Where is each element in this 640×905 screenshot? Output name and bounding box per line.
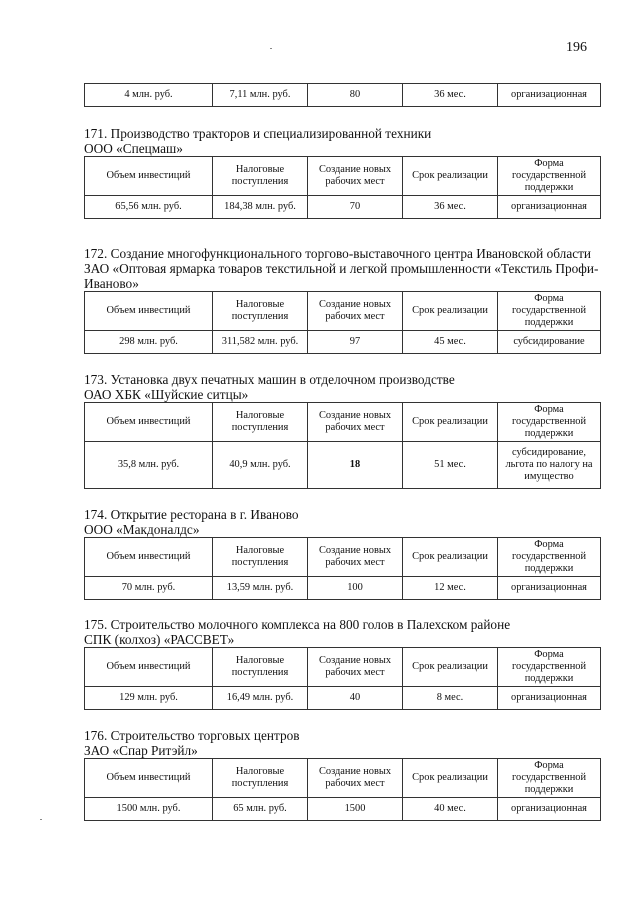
project-company: ООО «Спецмаш» (84, 141, 183, 156)
table-row (85, 196, 601, 219)
cell-investment: 70 млн. руб. (85, 577, 213, 600)
scan-artifact (40, 819, 42, 820)
project-171 (84, 126, 600, 219)
project-176 (84, 728, 600, 821)
table-row (85, 798, 601, 821)
page-number: 196 (566, 40, 587, 55)
scan-artifact (270, 48, 272, 49)
cell-jobs: 97 (308, 331, 403, 354)
cell-jobs: 100 (308, 577, 403, 600)
cell-tax: 40,9 млн. руб. (213, 442, 308, 489)
project-company: СПК (колхоз) «РАССВЕТ» (84, 632, 235, 647)
project-company: ЗАО «Спар Ритэйл» (84, 743, 198, 758)
table-header-row (85, 403, 601, 442)
table-row (85, 577, 601, 600)
header-investment: Объем инвестиций (85, 538, 213, 577)
header-support: Форма государственной поддержки (498, 538, 601, 577)
table-row (85, 687, 601, 710)
project-172 (84, 246, 600, 354)
header-support: Форма государственной поддержки (498, 157, 601, 196)
project-table (84, 291, 601, 354)
cell-jobs: 18 (308, 442, 403, 489)
header-term: Срок реализации (403, 403, 498, 442)
cell-investment: 4 млн. руб. (85, 84, 213, 107)
cell-support: организационная (498, 196, 601, 219)
table-header-row (85, 538, 601, 577)
table-row (85, 331, 601, 354)
cell-investment: 1500 млн. руб. (85, 798, 213, 821)
cell-tax: 13,59 млн. руб. (213, 577, 308, 600)
cell-term: 36 мес. (403, 84, 498, 107)
header-term: Срок реализации (403, 648, 498, 687)
header-jobs: Создание новых рабочих мест (308, 292, 403, 331)
header-tax: Налоговые поступления (213, 157, 308, 196)
cell-jobs: 80 (308, 84, 403, 107)
header-investment: Объем инвестиций (85, 759, 213, 798)
cell-tax: 311,582 млн. руб. (213, 331, 308, 354)
cell-term: 36 мес. (403, 196, 498, 219)
cell-tax: 184,38 млн. руб. (213, 196, 308, 219)
project-table (84, 402, 601, 489)
cell-support: организационная (498, 687, 601, 710)
cell-term: 12 мес. (403, 577, 498, 600)
cell-term: 45 мес. (403, 331, 498, 354)
header-term: Срок реализации (403, 759, 498, 798)
carryover-table-section (84, 83, 600, 107)
header-investment: Объем инвестиций (85, 403, 213, 442)
cell-support: субсидирование (498, 331, 601, 354)
cell-term: 40 мес. (403, 798, 498, 821)
header-support: Форма государственной поддержки (498, 759, 601, 798)
cell-support: субсидирование, льгота по налогу на имущество (498, 442, 601, 489)
project-175 (84, 617, 600, 710)
cell-investment: 129 млн. руб. (85, 687, 213, 710)
cell-support: организационная (498, 798, 601, 821)
project-table (84, 537, 601, 600)
header-tax: Налоговые поступления (213, 538, 308, 577)
project-title: 174. Открытие ресторана в г. Иваново (84, 507, 299, 522)
project-company: ЗАО «Оптовая ярмарка товаров текстильной и легкой промышленности «Текстиль Профи-Иваново» (84, 261, 599, 291)
header-jobs: Создание новых рабочих мест (308, 157, 403, 196)
header-tax: Налоговые поступления (213, 292, 308, 331)
header-tax: Налоговые поступления (213, 759, 308, 798)
table-row (85, 442, 601, 489)
cell-jobs: 70 (308, 196, 403, 219)
header-jobs: Создание новых рабочих мест (308, 538, 403, 577)
table-row (85, 84, 601, 107)
cell-term: 51 мес. (403, 442, 498, 489)
header-support: Форма государственной поддержки (498, 292, 601, 331)
cell-support: организационная (498, 84, 601, 107)
header-investment: Объем инвестиций (85, 648, 213, 687)
table-header-row (85, 759, 601, 798)
project-title: 176. Строительство торговых центров (84, 728, 300, 743)
cell-tax: 7,11 млн. руб. (213, 84, 308, 107)
project-title: 173. Установка двух печатных машин в отделочном производстве (84, 372, 455, 387)
cell-tax: 65 млн. руб. (213, 798, 308, 821)
cell-investment: 298 млн. руб. (85, 331, 213, 354)
header-term: Срок реализации (403, 157, 498, 196)
header-term: Срок реализации (403, 538, 498, 577)
cell-investment: 65,56 млн. руб. (85, 196, 213, 219)
project-table (84, 156, 601, 219)
project-table (84, 647, 601, 710)
header-jobs: Создание новых рабочих мест (308, 403, 403, 442)
header-investment: Объем инвестиций (85, 292, 213, 331)
cell-tax: 16,49 млн. руб. (213, 687, 308, 710)
header-tax: Налоговые поступления (213, 403, 308, 442)
project-company: ООО «Макдоналдс» (84, 522, 200, 537)
project-174 (84, 507, 600, 600)
table-header-row (85, 157, 601, 196)
header-support: Форма государственной поддержки (498, 403, 601, 442)
header-jobs: Создание новых рабочих мест (308, 648, 403, 687)
project-table (84, 758, 601, 821)
header-investment: Объем инвестиций (85, 157, 213, 196)
cell-investment: 35,8 млн. руб. (85, 442, 213, 489)
project-title: 171. Производство тракторов и специализированной техники (84, 126, 432, 141)
header-tax: Налоговые поступления (213, 648, 308, 687)
cell-support: организационная (498, 577, 601, 600)
project-173 (84, 372, 600, 489)
cell-term: 8 мес. (403, 687, 498, 710)
cell-jobs: 40 (308, 687, 403, 710)
header-support: Форма государственной поддержки (498, 648, 601, 687)
project-title: 172. Создание многофункционального торгово-выставочного центра Ивановской области (84, 246, 592, 261)
project-company: ОАО ХБК «Шуйские ситцы» (84, 387, 249, 402)
header-jobs: Создание новых рабочих мест (308, 759, 403, 798)
project-title: 175. Строительство молочного комплекса на 800 голов в Палехском районе (84, 617, 511, 632)
table-header-row (85, 648, 601, 687)
cell-jobs: 1500 (308, 798, 403, 821)
header-term: Срок реализации (403, 292, 498, 331)
table-header-row (85, 292, 601, 331)
carryover-table (84, 83, 601, 107)
